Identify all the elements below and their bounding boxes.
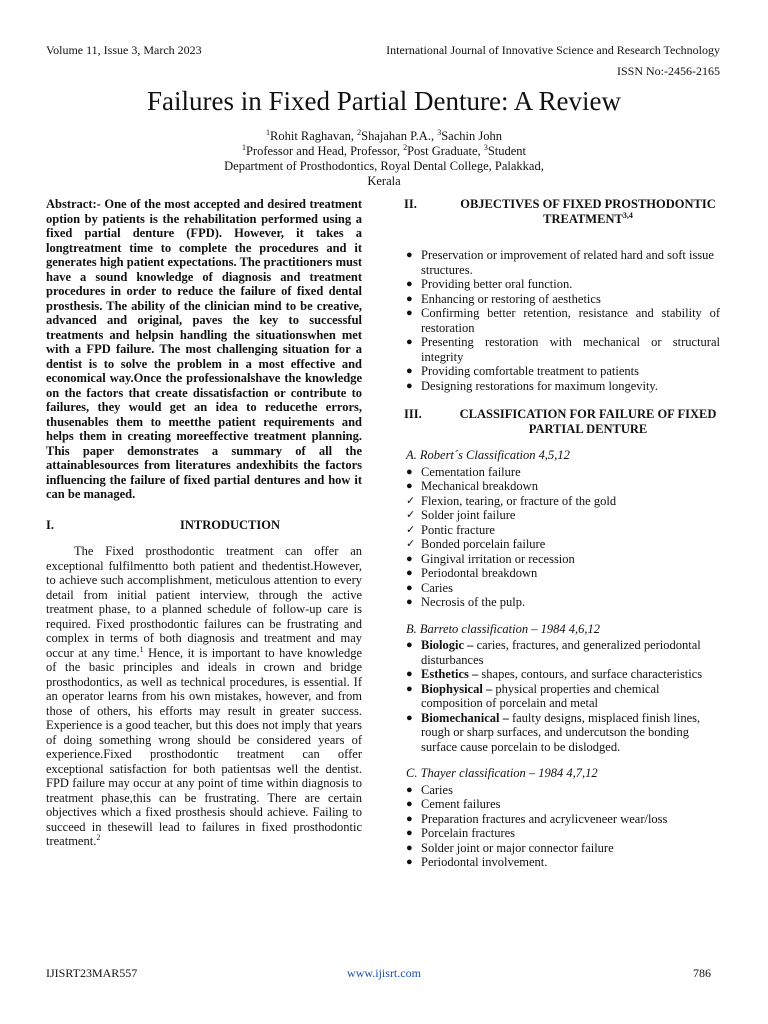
affiliation-sup: 1 bbox=[241, 142, 246, 152]
list-item bbox=[404, 465, 720, 480]
right-column bbox=[404, 197, 720, 870]
term: Biomechanical – bbox=[421, 710, 509, 725]
list-item bbox=[404, 523, 720, 538]
citation: 3,4 bbox=[622, 210, 633, 220]
term: Esthetics – bbox=[421, 667, 479, 681]
bullet-icon: ● bbox=[406, 856, 413, 868]
bullet-icon: ● bbox=[406, 480, 413, 492]
journal-name: International Journal of Innovative Science and Research Technology bbox=[386, 43, 720, 57]
list-item bbox=[404, 379, 720, 394]
list-item bbox=[404, 277, 720, 292]
paper-title: Failures in Fixed Partial Denture: A Review bbox=[147, 86, 621, 116]
item-text: Designing restorations for maximum longevity. bbox=[421, 378, 658, 393]
bullet-icon: ● bbox=[406, 783, 413, 796]
section-title: CLASSIFICATION FOR FAILURE OF FIXED PARTIAL DENTURE bbox=[459, 407, 717, 436]
item-text: Caries bbox=[421, 580, 453, 595]
item-text: shapes, contours, and surface characteristics bbox=[478, 667, 703, 681]
list-item bbox=[404, 581, 720, 596]
bullet-icon: ● bbox=[406, 552, 413, 565]
thayer-list bbox=[404, 783, 720, 870]
bullet-icon: ● bbox=[406, 581, 413, 594]
item-text: Solder joint failure bbox=[421, 508, 516, 522]
bullet-icon: ● bbox=[406, 336, 413, 348]
item-text: Bonded porcelain failure bbox=[421, 537, 546, 551]
paper-code: IJISRT23MAR557 bbox=[46, 966, 138, 980]
robert-list bbox=[404, 465, 720, 610]
section-heading-objectives bbox=[404, 197, 720, 226]
item-text: Providing better oral function. bbox=[421, 277, 573, 291]
author-role: Professor and Head, Professor, bbox=[245, 144, 404, 158]
author-name: Sachin John bbox=[441, 129, 502, 143]
bullet-icon: ● bbox=[406, 682, 413, 695]
page-number: 786 bbox=[693, 966, 711, 980]
list-item bbox=[404, 841, 720, 856]
item-text: Preservation or improvement of related hard and soft issue structures. bbox=[421, 248, 714, 277]
list-item bbox=[404, 812, 720, 827]
volume-info: Volume 11, Issue 3, March 2023 bbox=[46, 43, 202, 57]
list-item bbox=[404, 566, 720, 581]
list-item bbox=[404, 248, 720, 277]
item-text: Porcelain fractures bbox=[421, 826, 516, 840]
item-text: Caries bbox=[421, 782, 453, 797]
section-heading-classification bbox=[404, 407, 720, 436]
item-text: Mechanical breakdown bbox=[421, 479, 538, 493]
bullet-icon: ● bbox=[406, 841, 413, 854]
bullet-icon: ● bbox=[406, 379, 413, 392]
location: Kerala bbox=[367, 174, 401, 188]
item-text: Cementation failure bbox=[421, 464, 521, 479]
left-column bbox=[46, 197, 362, 849]
bullet-icon: ● bbox=[406, 278, 413, 290]
bullet-icon: ● bbox=[406, 827, 413, 839]
bullet-icon: ● bbox=[406, 812, 413, 825]
list-item bbox=[404, 552, 720, 567]
bullet-icon: ● bbox=[406, 668, 413, 680]
intro-text: The Fixed prosthodontic treatment can offer an exceptional fulfilmentto both patient and thedentist.However, to achieve such accomplishment, meticulous attention to every detail from initial patient interview, through the active treatment phase, to a planned schedule of follow-up care is required. Fixed prosthodontic failures can be frustrating and complex in terms of both diagnosis and treatment and may occur at any time. bbox=[46, 544, 362, 660]
list-item bbox=[404, 537, 720, 552]
affiliation-sup: 3 bbox=[437, 127, 442, 137]
check-icon: ✓ bbox=[406, 509, 416, 521]
barreto-list bbox=[404, 638, 720, 754]
list-item bbox=[404, 508, 720, 523]
bullet-icon: ● bbox=[406, 596, 413, 608]
item-text: Necrosis of the pulp. bbox=[421, 595, 526, 609]
citation: 2 bbox=[96, 832, 101, 842]
list-item bbox=[404, 292, 720, 307]
bullet-icon: ● bbox=[406, 249, 413, 261]
section-heading-introduction bbox=[46, 518, 362, 533]
author-names bbox=[0, 129, 768, 144]
author-role: Post Graduate, bbox=[407, 144, 484, 158]
issn: ISSN No:-2456-2165 bbox=[616, 64, 720, 78]
author-role: Student bbox=[487, 144, 527, 158]
item-text: Gingival irritation or recession bbox=[421, 551, 575, 566]
author-block bbox=[0, 129, 768, 189]
section-title: INTRODUCTION bbox=[179, 517, 280, 532]
list-item bbox=[404, 855, 720, 870]
department: Department of Prosthodontics, Royal Dental College, Palakkad, bbox=[224, 159, 544, 173]
check-icon: ✓ bbox=[406, 494, 416, 507]
item-text: Solder joint or major connector failure bbox=[421, 840, 614, 855]
introduction-paragraph bbox=[46, 544, 362, 849]
affiliation-sup: 3 bbox=[483, 142, 488, 152]
abstract: Abstract:- One of the most accepted and desired treatment option by patients is the rehabilitation performed using a fixed partial denture (FPD). However, it takes a longtreatment time to complete the procedures and it generates high patient expectations. The practitioners must have a sound knowledge of diagnosis and treatment procedures in order to reduce the failure of fixed dental prosthesis. The ability of the clinician mind to be creative, advanced and original, paves the key to successful treatments and helpsin handling the situationswhen met with a FPD failure. The most challenging situation for a dentist is to solve the problem in a most effective and economical way.Once the professionalshave the knowledge on the factors that create dissatisfaction or contribute to failures, they would get an idea to reducethe errors, thusenables them to meetthe patient requirements and helps them in creating moreeffective treatment planning. This paper demonstrates a summary of all the attainablesources from literatures andexhibits the factors influencing the failure of fixed partial dentures and how it can be managed. bbox=[46, 197, 362, 501]
item-text: Presenting restoration with mechanical or structural integrity bbox=[421, 335, 720, 364]
subheading-barreto: B. Barreto classification – 1984 4,6,12 bbox=[406, 621, 600, 636]
bullet-icon: ● bbox=[406, 711, 413, 724]
item-text: Pontic fracture bbox=[421, 522, 495, 537]
list-item bbox=[404, 667, 720, 682]
bullet-icon: ● bbox=[406, 798, 413, 810]
item-text: Enhancing or restoring of aesthetics bbox=[421, 291, 601, 306]
list-item bbox=[404, 797, 720, 812]
item-text: Periodontal breakdown bbox=[421, 566, 538, 580]
bullet-icon: ● bbox=[406, 567, 413, 579]
item-text: Confirming better retention, resistance and stability of restoration bbox=[421, 306, 720, 335]
list-item bbox=[404, 494, 720, 509]
author-roles bbox=[0, 144, 768, 159]
section-title-text: OBJECTIVES OF FIXED PROSTHODONTIC TREATMENT bbox=[460, 197, 716, 226]
term: Biologic – bbox=[421, 638, 474, 652]
list-item bbox=[404, 783, 720, 798]
bullet-icon: ● bbox=[406, 639, 413, 651]
section-title bbox=[456, 197, 720, 226]
subheading-robert: A. Robert´s Classification 4,5,12 bbox=[406, 448, 570, 462]
item-text: Providing comfortable treatment to patients bbox=[421, 364, 639, 378]
item-text: Periodontal involvement. bbox=[421, 855, 548, 869]
item-text: caries, fractures, and generalized periodontal disturbances bbox=[421, 638, 701, 667]
list-item bbox=[404, 638, 720, 667]
bullet-icon: ● bbox=[406, 292, 413, 305]
check-icon: ✓ bbox=[406, 538, 416, 550]
list-item bbox=[404, 711, 720, 755]
list-item bbox=[404, 364, 720, 379]
list-item bbox=[404, 826, 720, 841]
list-item bbox=[404, 306, 720, 335]
section-number: III. bbox=[404, 407, 422, 421]
intro-text: Hence, it is important to have knowledge of the basic principles and ideals in crown and bridge prosthodontics, as well as technical procedures, is essential. If an operator learns from his own mistakes, however, and from those of others, his efforts may result in greater success. Experience is a good teacher, but this does not imply that years of doing something wrong should be considered years of experience.Fixed prosthodontic treatment can offer exceptional satisfaction for both patientsas well the dentist. FPD failure may occur at any point of time within diagnosis to treatment phase,this can be frustrating. There are certain objectives which a fixed prosthesis should achieve. Failing to succeed in thesewill lead to failures in fixed prosthodontic treatment. bbox=[46, 645, 362, 848]
author-name: Shajahan P.A., bbox=[361, 129, 438, 143]
affiliation-sup: 2 bbox=[403, 142, 408, 152]
bullet-icon: ● bbox=[406, 307, 413, 319]
author-name: Rohit Raghavan, bbox=[270, 129, 358, 143]
citation: 1 bbox=[139, 644, 144, 654]
check-icon: ✓ bbox=[406, 523, 416, 536]
section-number: II. bbox=[404, 197, 417, 211]
item-text: Cement failures bbox=[421, 797, 501, 811]
journal-link[interactable]: www.ijisrt.com bbox=[347, 966, 421, 980]
list-item bbox=[404, 335, 720, 364]
bullet-icon: ● bbox=[406, 365, 413, 377]
affiliation-sup: 1 bbox=[266, 127, 271, 137]
subheading-thayer: C. Thayer classification – 1984 4,7,12 bbox=[406, 766, 598, 780]
objectives-list bbox=[404, 248, 720, 393]
item-text: physical properties and chemical composition of porcelain and metal bbox=[421, 681, 660, 710]
list-item bbox=[404, 682, 720, 711]
list-item bbox=[404, 595, 720, 610]
item-text: Flexion, tearing, or fracture of the gold bbox=[421, 493, 617, 508]
item-text: Preparation fractures and acrylicveneer wear/loss bbox=[421, 811, 668, 826]
list-item bbox=[404, 479, 720, 494]
term: Biophysical – bbox=[421, 681, 493, 696]
item-text: faulty designs, misplaced finish lines, rough or sharp surfaces, and undercutson the bonding surface cause porcelain to be dislodged. bbox=[421, 710, 701, 754]
bullet-icon: ● bbox=[406, 465, 413, 478]
section-number: I. bbox=[46, 517, 54, 532]
affiliation-sup: 2 bbox=[357, 127, 362, 137]
